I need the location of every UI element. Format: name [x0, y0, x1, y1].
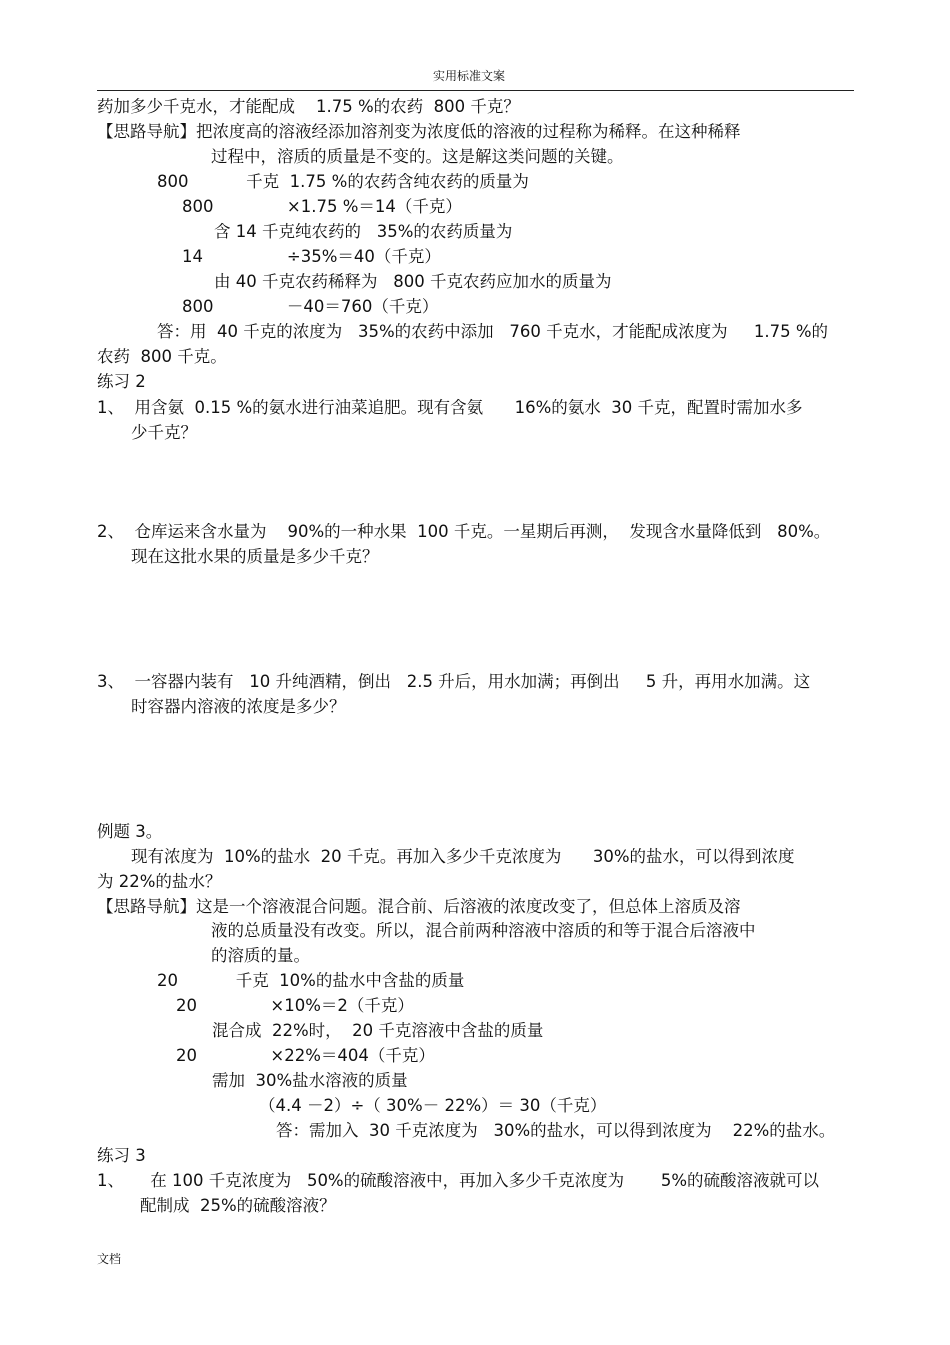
question-1: 1、 在 100 千克浓度为 50%的硫酸溶液中，再加入多少千克浓度为 5%的硫酸溶液就可以	[97, 1171, 820, 1190]
question-1: 1、 用含氨 0.15 %的氨水进行油菜追肥。现有含氨 16%的氨水 30 千克，配置时需加水多	[97, 398, 803, 417]
section-heading: 练习 3	[97, 1146, 146, 1165]
page-footer: 文档	[97, 1252, 122, 1266]
section-heading: 练习 2	[97, 372, 146, 391]
section-heading: 例题 3。	[97, 822, 163, 841]
text-line: 为 22%的盐水？	[97, 872, 222, 891]
text-line: 药加多少千克水，才能配成 1.75 %的农药 800 千克？	[97, 97, 520, 116]
text-line: 混合成 22%时， 20 千克溶液中含盐的质量	[212, 1021, 544, 1040]
question-1-cont: 少千克？	[131, 423, 197, 442]
text-line: 答：用 40 千克的浓度为 35%的农药中添加 760 千克水，才能配成浓度为 1.75 %的	[157, 322, 828, 341]
question-3: 3、 一容器内装有 10 升纯酒精，倒出 2.5 升后，用水加满；再倒出 5 升，再用水加满。这	[97, 672, 811, 691]
text-line: 农药 800 千克。	[97, 347, 227, 366]
text-line: 800 －40＝760（千克）	[182, 297, 439, 316]
text-line: 答：需加入 30 千克浓度为 30%的盐水，可以得到浓度为 22%的盐水。	[276, 1121, 836, 1140]
question-1-cont: 配制成 25%的硫酸溶液？	[140, 1196, 336, 1215]
text-line: 由 40 千克农药稀释为 800 千克农药应加水的质量为	[214, 272, 612, 291]
text-line: 需加 30%盐水溶液的质量	[212, 1071, 408, 1090]
question-3-cont: 时容器内溶液的浓度是多少？	[131, 697, 346, 716]
question-2: 2、 仓库运来含水量为 90%的一种水果 100 千克。一星期后再测， 发现含水量降低到 80%。	[97, 522, 831, 541]
text-line: 液的总质量没有改变。所以，混合前两种溶液中溶质的和等于混合后溶液中	[211, 921, 756, 940]
question-2-cont: 现在这批水果的质量是多少千克？	[131, 547, 379, 566]
text-line: 20 ×10%＝2（千克）	[176, 996, 414, 1015]
text-line: 20 ×22%＝404（千克）	[176, 1046, 435, 1065]
text-line: 800 ×1.75 %＝14（千克）	[182, 197, 462, 216]
header-rule	[97, 90, 854, 91]
text-line: （4.4 －2）÷（ 30%－ 22%）＝ 30（千克）	[259, 1096, 607, 1115]
text-line: 【思路导航】把浓度高的溶液经添加溶剂变为浓度低的溶液的过程称为稀释。在这种稀释	[97, 122, 741, 141]
text-line: 含 14 千克纯农药的 35%的农药质量为	[214, 222, 513, 241]
text-line: 现有浓度为 10%的盐水 20 千克。再加入多少千克浓度为 30%的盐水，可以得到浓度	[131, 847, 795, 866]
text-line: 【思路导航】这是一个溶液混合问题。混合前、后溶液的浓度改变了，但总体上溶质及溶	[97, 897, 741, 916]
page-header: 实用标准文案	[433, 69, 506, 83]
text-line: 过程中，溶质的质量是不变的。这是解这类问题的关键。	[211, 147, 624, 166]
text-line: 20 千克 10%的盐水中含盐的质量	[157, 971, 465, 990]
text-line: 的溶质的量。	[211, 946, 310, 965]
text-line: 800 千克 1.75 %的农药含纯农药的质量为	[157, 172, 529, 191]
text-line: 14 ÷35%＝40（千克）	[182, 247, 441, 266]
